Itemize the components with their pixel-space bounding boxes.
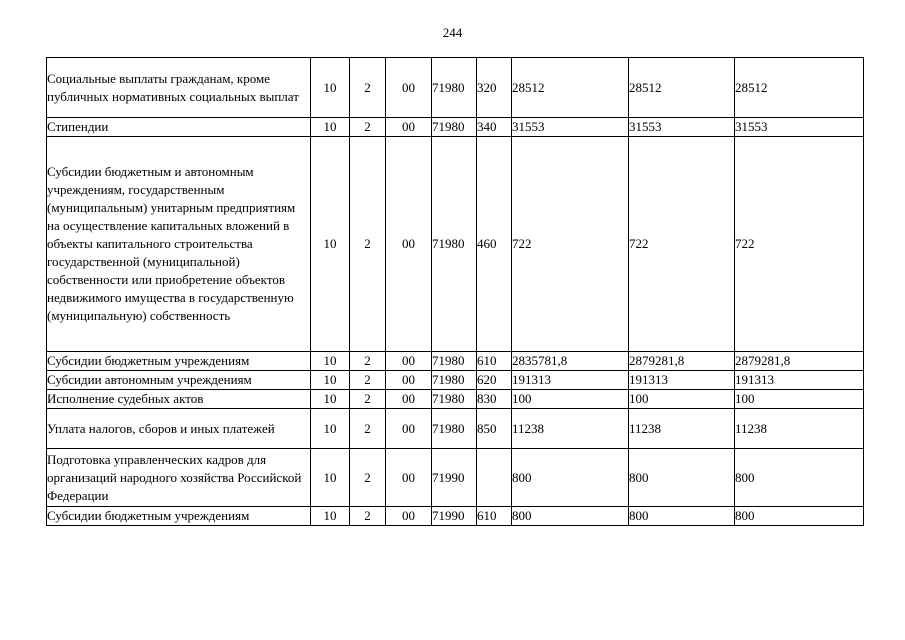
expense-type-code: 610: [477, 352, 512, 371]
page-number: 244: [442, 25, 463, 40]
amount-year-1: 31553: [512, 118, 629, 137]
amount-year-1: 191313: [512, 371, 629, 390]
amount-year-3: 800: [735, 507, 864, 526]
amount-year-2: 100: [629, 390, 735, 409]
section-code: 10: [311, 409, 350, 449]
amount-year-1: 11238: [512, 409, 629, 449]
table-row: [47, 449, 864, 507]
table-row: [47, 137, 864, 352]
program-code: 00: [386, 507, 432, 526]
program-code: 00: [386, 137, 432, 352]
amount-year-2: 722: [629, 137, 735, 352]
section-code: 10: [311, 58, 350, 118]
row-name: Социальные выплаты гражданам, кроме публичных нормативных социальных выплат: [47, 58, 311, 118]
row-name: Подготовка управленческих кадров для организаций народного хозяйства Российской Федерации: [47, 449, 311, 507]
table-row: [47, 352, 864, 371]
table-row: [47, 409, 864, 449]
amount-year-3: 31553: [735, 118, 864, 137]
item-code: 71990: [432, 449, 477, 507]
subsection-code: 2: [350, 137, 386, 352]
row-name: Субсидии бюджетным и автономным учреждениям, государственным (муниципальным) унитарным предприятиям на осуществление капитальных вложений в объекты капитального строительства государственной (муниципальной) собственности или приобретение объектов недвижимого имущества в государственную (муниципальную) собственность: [47, 137, 311, 352]
expense-type-code: 620: [477, 371, 512, 390]
amount-year-3: 2879281,8: [735, 352, 864, 371]
program-code: 00: [386, 118, 432, 137]
program-code: 00: [386, 390, 432, 409]
row-name: Уплата налогов, сборов и иных платежей: [47, 409, 311, 449]
item-code: 71980: [432, 58, 477, 118]
subsection-code: 2: [350, 449, 386, 507]
amount-year-1: 28512: [512, 58, 629, 118]
section-code: 10: [311, 137, 350, 352]
amount-year-3: 191313: [735, 371, 864, 390]
subsection-code: 2: [350, 352, 386, 371]
expense-type-code: 320: [477, 58, 512, 118]
item-code: 71990: [432, 507, 477, 526]
amount-year-1: 100: [512, 390, 629, 409]
amount-year-1: 800: [512, 507, 629, 526]
amount-year-2: 31553: [629, 118, 735, 137]
item-code: 71980: [432, 137, 477, 352]
program-code: 00: [386, 409, 432, 449]
table-row: [47, 390, 864, 409]
subsection-code: 2: [350, 409, 386, 449]
table-row: [47, 371, 864, 390]
table-row: [47, 58, 864, 118]
expense-type-code: 460: [477, 137, 512, 352]
amount-year-3: 722: [735, 137, 864, 352]
program-code: 00: [386, 371, 432, 390]
section-code: 10: [311, 507, 350, 526]
section-code: 10: [311, 390, 350, 409]
expense-type-code: 850: [477, 409, 512, 449]
expense-type-code: 830: [477, 390, 512, 409]
amount-year-2: 28512: [629, 58, 735, 118]
subsection-code: 2: [350, 118, 386, 137]
section-code: 10: [311, 449, 350, 507]
subsection-code: 2: [350, 507, 386, 526]
row-name: Субсидии автономным учреждениям: [47, 371, 311, 390]
expense-type-code: 340: [477, 118, 512, 137]
item-code: 71980: [432, 371, 477, 390]
subsection-code: 2: [350, 58, 386, 118]
table-row: [47, 118, 864, 137]
expense-type-code: 610: [477, 507, 512, 526]
program-code: 00: [386, 449, 432, 507]
program-code: 00: [386, 58, 432, 118]
amount-year-3: 11238: [735, 409, 864, 449]
section-code: 10: [311, 118, 350, 137]
amount-year-2: 800: [629, 507, 735, 526]
row-name: Субсидии бюджетным учреждениям: [47, 507, 311, 526]
amount-year-2: 800: [629, 449, 735, 507]
amount-year-3: 100: [735, 390, 864, 409]
subsection-code: 2: [350, 390, 386, 409]
row-name: Стипендии: [47, 118, 311, 137]
amount-year-1: 722: [512, 137, 629, 352]
section-code: 10: [311, 371, 350, 390]
table-row: [47, 507, 864, 526]
budget-table: [46, 57, 864, 526]
amount-year-2: 2879281,8: [629, 352, 735, 371]
item-code: 71980: [432, 352, 477, 371]
amount-year-1: 800: [512, 449, 629, 507]
subsection-code: 2: [350, 371, 386, 390]
item-code: 71980: [432, 118, 477, 137]
amount-year-1: 2835781,8: [512, 352, 629, 371]
item-code: 71980: [432, 390, 477, 409]
item-code: 71980: [432, 409, 477, 449]
amount-year-3: 28512: [735, 58, 864, 118]
amount-year-3: 800: [735, 449, 864, 507]
amount-year-2: 191313: [629, 371, 735, 390]
row-name: Субсидии бюджетным учреждениям: [47, 352, 311, 371]
row-name: Исполнение судебных актов: [47, 390, 311, 409]
expense-type-code: [477, 449, 512, 507]
program-code: 00: [386, 352, 432, 371]
section-code: 10: [311, 352, 350, 371]
amount-year-2: 11238: [629, 409, 735, 449]
